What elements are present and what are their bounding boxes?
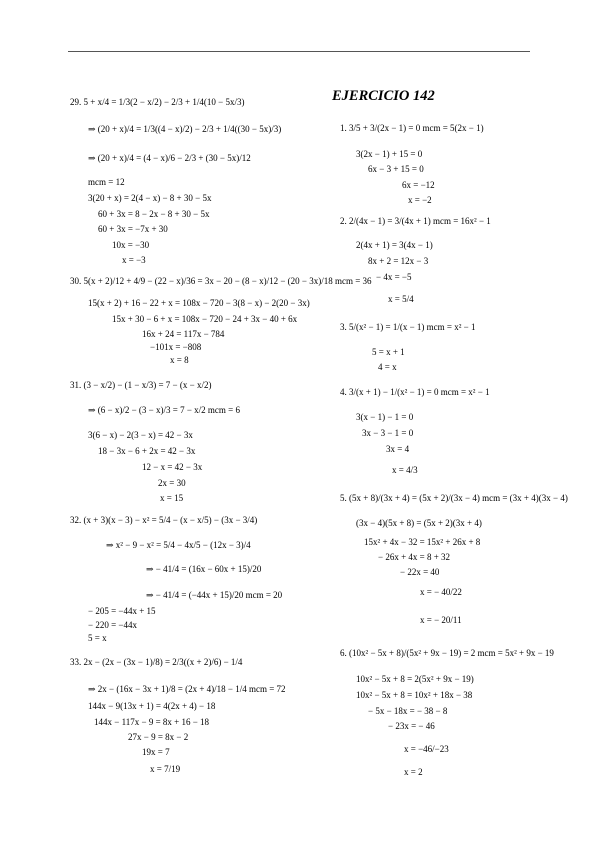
equation-line: − 220 = −44x xyxy=(88,620,137,630)
equation-line: 8x + 2 = 12x − 3 xyxy=(368,256,429,266)
equation-line: 144x − 117x − 9 = 8x + 16 − 18 xyxy=(94,717,210,727)
equation-line: ⇒ (20 + x)/4 = (4 − x)/6 − 2/3 + (30 − 5x)/12 xyxy=(88,153,251,163)
equation-line: 3(2x − 1) + 15 = 0 xyxy=(356,149,423,159)
equation-line: ⇒ (20 + x)/4 = 1/3((4 − x)/2) − 2/3 + 1/4((30 − 5x)/3) xyxy=(88,124,282,134)
equation-line: 60 + 3x = −7x + 30 xyxy=(98,224,168,234)
equation-line: 6. (10x² − 5x + 8)/(5x² + 9x − 19) = 2 mcm = 5x² + 9x − 19 xyxy=(340,648,554,658)
equation-line: 15(x + 2) + 16 − 22 + x = 108x − 720 − 3(8 − x) − 2(20 − 3x) xyxy=(88,298,310,308)
equation-line: 3(6 − x) − 2(3 − x) = 42 − 3x xyxy=(88,430,193,440)
equation-line: x = − 20/11 xyxy=(420,615,462,625)
equation-line: − 4x = −5 xyxy=(376,272,412,282)
equation-line: ⇒ 2x − (16x − 3x + 1)/8 = (2x + 4)/18 − 1/4 mcm = 72 xyxy=(88,684,286,694)
equation-line: x = 15 xyxy=(160,493,184,503)
equation-line: (3x − 4)(5x + 8) = (5x + 2)(3x + 4) xyxy=(356,518,482,528)
equation-line: 6x = −12 xyxy=(402,180,435,190)
equation-line: 31. (3 − x/2) − (1 − x/3) = 7 − (x − x/2) xyxy=(70,380,212,390)
equation-line: 10x² − 5x + 8 = 2(5x² + 9x − 19) xyxy=(356,674,474,684)
equation-line: 144x − 9(13x + 1) = 4(2x + 4) − 18 xyxy=(88,701,216,711)
equation-line: 3(x − 1) − 1 = 0 xyxy=(356,412,414,422)
equation-line: x = − 40/22 xyxy=(420,587,462,597)
equation-line: x = 8 xyxy=(170,355,189,365)
equation-line: 5. (5x + 8)/(3x + 4) = (5x + 2)/(3x − 4) mcm = (3x + 4)(3x − 4) xyxy=(340,493,568,503)
equation-line: − 26x + 4x = 8 + 32 xyxy=(378,552,451,562)
header-rule xyxy=(68,51,530,52)
equation-line: 3x = 4 xyxy=(386,444,410,454)
equation-line: 60 + 3x = 8 − 2x − 8 + 30 − 5x xyxy=(98,209,210,219)
equation-line: 18 − 3x − 6 + 2x = 42 − 3x xyxy=(98,446,196,456)
section-title: EJERCICIO 142 xyxy=(332,88,435,104)
equation-line: 12 − x = 42 − 3x xyxy=(142,462,203,472)
equation-line: 33. 2x − (2x − (3x − 1)/8) = 2/3((x + 2)/6) − 1/4 xyxy=(70,657,243,667)
equation-line: − 205 = −44x + 15 xyxy=(88,606,156,616)
equation-line: 10x = −30 xyxy=(112,240,150,250)
equation-line: 27x − 9 = 8x − 2 xyxy=(128,732,189,742)
equation-line: 10x² − 5x + 8 = 10x² + 18x − 38 xyxy=(356,690,473,700)
equation-line: 2(4x + 1) = 3(4x − 1) xyxy=(356,240,433,250)
equation-line: 2. 2/(4x − 1) = 3/(4x + 1) mcm = 16x² − 1 xyxy=(340,216,491,226)
equation-line: 19x = 7 xyxy=(142,747,170,757)
equation-line: ⇒ − 41/4 = (−44x + 15)/20 mcm = 20 xyxy=(146,590,283,600)
equation-line: 5 = x + 1 xyxy=(372,347,405,357)
equation-line: 15x + 30 − 6 + x = 108x − 720 − 24 + 3x − 40 + 6x xyxy=(112,314,298,324)
equation-line: − 22x = 40 xyxy=(400,567,440,577)
equation-line: 3. 5/(x² − 1) = 1/(x − 1) mcm = x² − 1 xyxy=(340,322,476,332)
equation-line: ⇒ (6 − x)/2 − (3 − x)/3 = 7 − x/2 mcm = 6 xyxy=(88,405,240,415)
equation-line: 1. 3/5 + 3/(2x − 1) = 0 mcm = 5(2x − 1) xyxy=(340,123,484,133)
equation-line: x = 2 xyxy=(404,767,423,777)
equation-line: 3(20 + x) = 2(4 − x) − 8 + 30 − 5x xyxy=(88,193,212,203)
equation-line: x = −46/−23 xyxy=(404,744,449,754)
equation-line: x = 7/19 xyxy=(150,764,181,774)
equation-line: ⇒ − 41/4 = (16x − 60x + 15)/20 xyxy=(146,564,262,574)
equation-line: − 5x − 18x = − 38 − 8 xyxy=(368,706,448,716)
equation-line: 30. 5(x + 2)/12 + 4/9 − (22 − x)/36 = 3x − 20 − (8 − x)/12 − (20 − 3x)/18 mcm = 36 xyxy=(70,276,372,286)
equation-line: − 23x = − 46 xyxy=(388,721,435,731)
equation-line: x = 5/4 xyxy=(388,294,414,304)
equation-line: 6x − 3 + 15 = 0 xyxy=(368,164,424,174)
equation-line: x = 4/3 xyxy=(392,465,418,475)
equation-line: 4 = x xyxy=(378,362,397,372)
equation-line: ⇒ x² − 9 − x² = 5/4 − 4x/5 − (12x − 3)/4 xyxy=(106,540,251,550)
equation-line: 16x + 24 = 117x − 784 xyxy=(142,329,225,339)
equation-line: 2x = 30 xyxy=(158,478,186,488)
equation-line: 15x² + 4x − 32 = 15x² + 26x + 8 xyxy=(364,537,481,547)
equation-line: −101x = −808 xyxy=(150,342,202,352)
equation-line: 3x − 3 − 1 = 0 xyxy=(362,428,414,438)
equation-line: x = −2 xyxy=(408,195,432,205)
equation-line: 29. 5 + x/4 = 1/3(2 − x/2) − 2/3 + 1/4(10 − 5x/3) xyxy=(70,97,245,107)
equation-line: mcm = 12 xyxy=(88,177,125,187)
equation-line: 5 = x xyxy=(88,633,107,643)
equation-line: 4. 3/(x + 1) − 1/(x² − 1) = 0 mcm = x² − 1 xyxy=(340,387,490,397)
equation-line: x = −3 xyxy=(122,255,146,265)
equation-line: 32. (x + 3)(x − 3) − x² = 5/4 − (x − x/5) − (3x − 3/4) xyxy=(70,515,258,525)
